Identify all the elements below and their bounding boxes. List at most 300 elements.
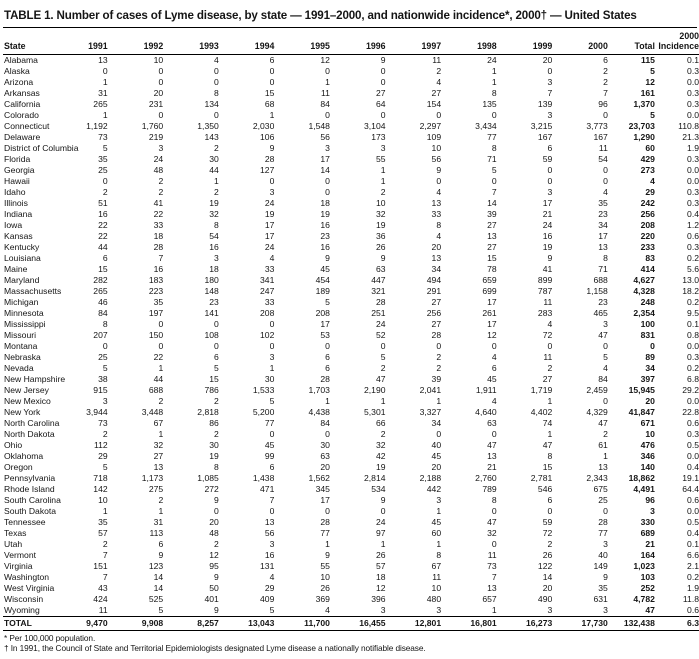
cell-1998: 32 xyxy=(487,528,497,538)
column-header-total: Total xyxy=(609,28,656,55)
table-row-north-carolina xyxy=(3,418,699,429)
cell-2000: 3 xyxy=(603,605,608,615)
table-row-virginia xyxy=(3,561,699,572)
cell-1993: 2 xyxy=(214,396,219,406)
cell-total: 242 xyxy=(640,198,655,208)
cell-1993: 2,818 xyxy=(197,407,219,417)
cell-1998: 0 xyxy=(491,506,497,516)
cell-1995: 6 xyxy=(325,352,330,362)
cell-1998: 13 xyxy=(487,451,497,461)
column-header-1998: 1998 xyxy=(442,28,498,55)
cell-1997: 20 xyxy=(431,242,442,252)
cell-2000: 167 xyxy=(593,132,608,142)
cell-1993: 141 xyxy=(204,308,219,318)
cell-1994: 24 xyxy=(264,242,275,252)
cell-1992: 22 xyxy=(153,352,164,362)
table-row-alabama xyxy=(3,55,699,67)
cell-2000-incidence: 0.8 xyxy=(687,330,699,340)
table-row-wyoming xyxy=(3,605,699,617)
table-row-georgia xyxy=(3,165,699,176)
cell-2000: 3 xyxy=(603,539,608,549)
table-row-washington xyxy=(3,572,699,583)
cell-1993: 48 xyxy=(209,528,219,538)
cell-1991: 73 xyxy=(98,418,108,428)
cell-1993: 44 xyxy=(209,165,219,175)
cell-1994: 1 xyxy=(269,110,275,120)
cell-1997: 9 xyxy=(436,165,442,175)
cell-1996: 18 xyxy=(375,572,386,582)
table-row-rhode-island xyxy=(3,484,699,495)
cell-1996: 3 xyxy=(380,143,386,153)
cell-1991: 10 xyxy=(98,495,108,505)
cell-1995: 17 xyxy=(320,154,330,164)
cell-1993: 6 xyxy=(214,352,219,362)
cell-1994: 68 xyxy=(264,99,275,109)
state-label: Louisiana xyxy=(4,253,41,263)
cell-1997: 45 xyxy=(431,451,442,461)
cell-1994: 3 xyxy=(269,539,275,549)
cell-total: 248 xyxy=(640,297,655,307)
cell-1999: 16,273 xyxy=(498,617,554,631)
cell-1998: 63 xyxy=(487,418,497,428)
cell-1997: 1 xyxy=(436,539,442,549)
cell-total: 5 xyxy=(650,110,655,120)
cell-total: 1,023 xyxy=(633,561,655,571)
cell-2000: 54 xyxy=(598,154,608,164)
cell-1991: 16 xyxy=(98,209,108,219)
cell-1992: 1 xyxy=(158,363,164,373)
cell-1997: 2 xyxy=(436,66,442,76)
cell-1996: 64 xyxy=(375,99,386,109)
cell-total: 1,290 xyxy=(633,132,655,142)
cell-1998: 17 xyxy=(487,319,497,329)
cell-1999: 72 xyxy=(542,330,553,340)
cell-1993: 30 xyxy=(209,440,219,450)
cell-1993: 32 xyxy=(209,209,219,219)
cell-1992: 9 xyxy=(158,550,164,560)
cell-1997: 10 xyxy=(431,583,442,593)
cell-2000-incidence: 0.0 xyxy=(687,176,699,186)
cell-1997: 10 xyxy=(431,143,442,153)
cell-1998: 0 xyxy=(491,429,497,439)
cell-1999: 7 xyxy=(547,88,553,98)
cell-1992: 231 xyxy=(148,99,164,109)
cell-1997: 67 xyxy=(431,561,442,571)
cell-2000: 0 xyxy=(603,506,608,516)
state-label: Wyoming xyxy=(4,605,40,615)
cell-2000-incidence: 0.3 xyxy=(687,352,699,362)
cell-1992: 67 xyxy=(153,418,164,428)
cell-1996: 1 xyxy=(380,539,386,549)
cell-1992: 150 xyxy=(148,330,164,340)
cell-total: 60 xyxy=(645,143,655,153)
cell-1994: 6 xyxy=(269,55,275,65)
cell-2000-incidence: 19.1 xyxy=(682,473,699,483)
cell-1999: 0 xyxy=(547,506,553,516)
cell-2000: 96 xyxy=(598,99,608,109)
cell-total: 34 xyxy=(645,363,655,373)
cell-1997: 45 xyxy=(431,517,442,527)
cell-1993: 0 xyxy=(214,66,219,76)
cell-1992: 113 xyxy=(149,528,164,538)
cell-1999: 26 xyxy=(542,550,553,560)
cell-1994: 106 xyxy=(260,132,275,142)
cell-2000-incidence: 0.6 xyxy=(687,418,699,428)
cell-1999: 72 xyxy=(542,528,553,538)
cell-total: 1,370 xyxy=(633,99,655,109)
cell-total: 4,782 xyxy=(633,594,655,604)
cell-1996: 24 xyxy=(375,319,386,329)
table-row-new-hampshire xyxy=(3,374,699,385)
cell-1994: 341 xyxy=(260,275,275,285)
cell-1999: 0 xyxy=(547,66,553,76)
cell-1995: 189 xyxy=(315,286,330,296)
state-label: Pennsylvania xyxy=(4,473,56,483)
cell-1994: 5 xyxy=(269,605,275,615)
cell-1999: 14 xyxy=(542,572,553,582)
cell-1993: 4 xyxy=(214,55,219,65)
cell-2000-incidence: 0.4 xyxy=(687,528,699,538)
cell-1993: 8,257 xyxy=(164,617,220,631)
cell-1992: 0 xyxy=(158,77,164,87)
state-label: North Carolina xyxy=(4,418,60,428)
cell-2000: 7 xyxy=(603,88,608,98)
cell-1999: 546 xyxy=(537,484,553,494)
cell-1992: 219 xyxy=(148,132,164,142)
cell-total: 103 xyxy=(640,572,655,582)
cell-1993: 0 xyxy=(214,341,219,351)
cell-1997: 2,041 xyxy=(419,385,442,395)
cell-1991: 1 xyxy=(102,110,108,120)
cell-1999: 3 xyxy=(547,110,553,120)
cell-1998: 15 xyxy=(487,253,497,263)
column-header-1996: 1996 xyxy=(331,28,387,55)
cell-1994: 0 xyxy=(269,506,275,516)
table-row-california xyxy=(3,99,699,110)
cell-2000: 4,329 xyxy=(586,407,608,417)
state-label: Connecticut xyxy=(4,121,50,131)
cell-2000-incidence: 0.0 xyxy=(687,451,699,461)
cell-2000: 2 xyxy=(603,77,608,87)
footnote-notifiable-disease: † In 1991, the Council of State and Territorial Epidemiologists designated Lyme disease a nationally notifiable disease. xyxy=(4,642,426,653)
cell-1997: 40 xyxy=(431,440,442,450)
cell-1995: 1,703 xyxy=(308,385,330,395)
cell-total: 15,945 xyxy=(628,385,655,395)
cell-1993: 1 xyxy=(214,176,219,186)
cell-total: 252 xyxy=(640,583,655,593)
cell-1996: 0 xyxy=(380,66,386,76)
cell-1995: 23 xyxy=(320,231,330,241)
cell-1997: 2 xyxy=(436,363,442,373)
cell-1991: 1 xyxy=(102,77,108,87)
cell-1999: 0 xyxy=(547,165,553,175)
cell-1998: 659 xyxy=(482,275,497,285)
cell-1995: 9 xyxy=(325,550,330,560)
cell-1992: 48 xyxy=(153,165,164,175)
state-label: New Jersey xyxy=(4,385,49,395)
cell-1999: 17 xyxy=(542,198,553,208)
cell-1997: 56 xyxy=(431,154,442,164)
cell-1998: 1 xyxy=(491,605,497,615)
cell-1999: 8 xyxy=(547,451,553,461)
cell-1992: 24 xyxy=(153,154,164,164)
table-row-wisconsin xyxy=(3,594,699,605)
state-label: Illinois xyxy=(4,198,28,208)
cell-2000: 25 xyxy=(598,495,608,505)
cell-total: 100 xyxy=(640,319,655,329)
cell-1997: 3,327 xyxy=(419,407,442,417)
cell-1997: 27 xyxy=(431,319,442,329)
cell-total: 2,354 xyxy=(633,308,655,318)
cell-1996: 26 xyxy=(375,550,386,560)
table-row-new-york xyxy=(3,407,699,418)
table-row-pennsylvania xyxy=(3,473,699,484)
cell-1996: 66 xyxy=(375,418,386,428)
cell-1996: 1 xyxy=(380,396,386,406)
table-row-florida xyxy=(3,154,699,165)
state-label: Montana xyxy=(4,341,38,351)
cell-1993: 12 xyxy=(209,550,219,560)
cell-1991: 0 xyxy=(102,66,108,76)
cell-1992: 123 xyxy=(148,561,164,571)
cell-2000: 6 xyxy=(603,55,608,65)
cell-1991: 5 xyxy=(102,363,108,373)
cell-1996: 5 xyxy=(380,352,386,362)
state-label: TOTAL xyxy=(3,617,53,631)
cell-total: 4,328 xyxy=(633,286,655,296)
cell-1992: 2 xyxy=(158,176,164,186)
cell-1998: 3,434 xyxy=(475,121,497,131)
cell-total: 397 xyxy=(640,374,655,384)
state-label: Delaware xyxy=(4,132,41,142)
cell-1999: 6 xyxy=(547,495,553,505)
cell-2000-incidence: 5.6 xyxy=(687,264,699,274)
cell-1994: 1 xyxy=(269,363,275,373)
table-row-arizona xyxy=(3,77,699,88)
cell-1997: 0 xyxy=(436,341,442,351)
cell-1997: 12,801 xyxy=(387,617,443,631)
column-header-2000: 2000 xyxy=(553,28,609,55)
cell-1998: 73 xyxy=(487,561,497,571)
cell-1996: 16,455 xyxy=(331,617,387,631)
cell-1996: 9 xyxy=(380,495,386,505)
cell-1992: 1,173 xyxy=(141,473,164,483)
cell-1992: 2 xyxy=(158,396,164,406)
cell-1993: 9 xyxy=(214,495,219,505)
cell-1993: 0 xyxy=(214,506,219,516)
cell-1999: 3 xyxy=(547,187,553,197)
cell-1999: 4,402 xyxy=(530,407,553,417)
cell-1991: 3,944 xyxy=(86,407,108,417)
cell-total: 164 xyxy=(640,550,655,560)
cell-1993: 86 xyxy=(209,418,219,428)
cell-1991: 73 xyxy=(98,132,108,142)
cell-2000-incidence: 29.2 xyxy=(682,385,699,395)
cell-2000-incidence: 0.0 xyxy=(687,396,699,406)
cell-1994: 77 xyxy=(264,418,275,428)
cell-2000-incidence: 1.2 xyxy=(687,220,699,230)
cell-1991: 424 xyxy=(93,594,108,604)
cell-1997: 8 xyxy=(436,550,442,560)
cell-1999: 59 xyxy=(542,154,553,164)
cell-1999: 11 xyxy=(543,352,553,362)
state-label: Iowa xyxy=(4,220,23,230)
state-label: New York xyxy=(4,407,41,417)
cell-1994: 16 xyxy=(264,550,275,560)
cell-total: 208 xyxy=(640,220,655,230)
cell-1998: 5 xyxy=(491,165,497,175)
cell-1996: 47 xyxy=(375,374,386,384)
cell-1993: 401 xyxy=(204,594,219,604)
cell-1998: 8 xyxy=(491,143,497,153)
cell-2000-incidence: 64.4 xyxy=(682,484,699,494)
cell-1994: 247 xyxy=(260,286,275,296)
cell-total: 330 xyxy=(640,517,655,527)
cell-1995: 26 xyxy=(320,583,330,593)
cell-1994: 30 xyxy=(264,374,275,384)
cell-1991: 282 xyxy=(93,275,108,285)
cell-1999: 122 xyxy=(537,561,553,571)
cell-total: 115 xyxy=(641,55,655,65)
cell-1999: 6 xyxy=(547,143,553,153)
cell-1999: 490 xyxy=(537,594,553,604)
cell-1993: 30 xyxy=(209,154,219,164)
cell-2000: 4 xyxy=(603,363,608,373)
cell-1992: 223 xyxy=(148,286,164,296)
cell-total: 20 xyxy=(645,396,655,406)
cell-1992: 525 xyxy=(148,594,164,604)
cell-1996: 2 xyxy=(380,187,386,197)
header-row xyxy=(3,28,699,55)
cell-2000: 34 xyxy=(598,220,608,230)
cell-1992: 0 xyxy=(158,319,164,329)
cell-2000-incidence: 0.3 xyxy=(687,187,699,197)
cell-total: 414 xyxy=(640,264,655,274)
cell-1995: 3 xyxy=(325,143,330,153)
cell-1995: 1,548 xyxy=(308,121,330,131)
cell-2000-incidence: 0.6 xyxy=(687,605,699,615)
cell-1997: 13 xyxy=(431,253,442,263)
cell-1996: 32 xyxy=(375,440,386,450)
cell-1993: 18 xyxy=(209,264,219,274)
cell-2000: 0 xyxy=(603,165,608,175)
table-row-mississippi xyxy=(3,319,699,330)
table-row-new-mexico xyxy=(3,396,699,407)
cell-1998: 8 xyxy=(491,495,497,505)
cell-1998: 0 xyxy=(491,539,497,549)
cell-1995: 4 xyxy=(325,605,330,615)
cell-1999: 4 xyxy=(547,319,553,329)
cell-1995: 9 xyxy=(325,253,330,263)
cell-1991: 15 xyxy=(98,264,108,274)
cell-1991: 2 xyxy=(102,429,108,439)
cell-2000: 8 xyxy=(603,253,608,263)
cell-1997: 109 xyxy=(426,132,442,142)
cell-1992: 275 xyxy=(148,484,164,494)
cell-1998: 699 xyxy=(482,286,497,296)
state-label: Hawaii xyxy=(4,176,30,186)
cell-1998: 789 xyxy=(482,484,497,494)
cell-total: 476 xyxy=(640,440,655,450)
cell-1994: 208 xyxy=(260,308,275,318)
cell-1995: 0 xyxy=(325,110,330,120)
cell-1995: 0 xyxy=(325,66,330,76)
cell-1998: 47 xyxy=(487,440,497,450)
cell-1993: 143 xyxy=(204,132,219,142)
cell-1998: 0 xyxy=(491,110,497,120)
cell-1994: 15 xyxy=(264,88,275,98)
cell-1995: 17 xyxy=(320,495,330,505)
cell-1994: 56 xyxy=(264,528,275,538)
cell-total: 18,862 xyxy=(628,473,655,483)
cell-2000-incidence: 0.1 xyxy=(687,319,699,329)
cell-1993: 16 xyxy=(209,242,219,252)
cell-1994: 0 xyxy=(269,176,275,186)
cell-2000-incidence: 0.3 xyxy=(687,99,699,109)
state-label: Idaho xyxy=(4,187,26,197)
cell-2000: 3 xyxy=(603,319,608,329)
cell-1996: 321 xyxy=(371,286,386,296)
cell-1994: 4 xyxy=(269,572,275,582)
state-label: Mississippi xyxy=(4,319,46,329)
cell-1996: 55 xyxy=(375,154,386,164)
cell-1993: 180 xyxy=(204,275,219,285)
cell-2000-incidence: 2.1 xyxy=(687,561,699,571)
cell-1993: 134 xyxy=(204,99,219,109)
cell-1998: 7 xyxy=(491,572,497,582)
cell-1997: 442 xyxy=(426,484,442,494)
cell-1997: 291 xyxy=(426,286,442,296)
cell-2000: 1 xyxy=(603,451,608,461)
cell-2000: 9 xyxy=(603,572,608,582)
cell-1991: 3 xyxy=(102,396,108,406)
table-row-maryland xyxy=(3,275,699,286)
cell-1998: 657 xyxy=(482,594,497,604)
cell-1993: 108 xyxy=(204,330,219,340)
cell-1994: 29 xyxy=(264,583,275,593)
cell-1991: 38 xyxy=(98,374,108,384)
cell-1994: 19 xyxy=(264,209,275,219)
cell-1999: 20 xyxy=(542,583,553,593)
lyme-disease-table xyxy=(3,28,699,631)
table-row-colorado xyxy=(3,110,699,121)
cell-1993: 9 xyxy=(214,572,219,582)
cell-1997: 2,297 xyxy=(419,121,442,131)
cell-1992: 0 xyxy=(158,66,164,76)
cell-1999: 283 xyxy=(537,308,553,318)
cell-1996: 10 xyxy=(375,198,386,208)
table-row-nevada xyxy=(3,363,699,374)
cell-1992: 2 xyxy=(158,187,164,197)
table-row-massachusetts xyxy=(3,286,699,297)
cell-1998: 14 xyxy=(487,198,497,208)
cell-total: 4 xyxy=(650,176,655,186)
cell-1997: 0 xyxy=(436,176,442,186)
cell-1995: 14 xyxy=(320,165,330,175)
cell-1999: 899 xyxy=(537,275,553,285)
cell-1995: 0 xyxy=(325,187,330,197)
column-header-1991: 1991 xyxy=(53,28,109,55)
cell-2000: 0 xyxy=(603,396,608,406)
state-label: Colorado xyxy=(4,110,39,120)
cell-1992: 13 xyxy=(153,462,164,472)
table-row-vermont xyxy=(3,550,699,561)
cell-2000-incidence: 13.0 xyxy=(682,275,699,285)
column-header-1994: 1994 xyxy=(220,28,276,55)
cell-2000-incidence: 9.5 xyxy=(687,308,699,318)
cell-1995: 56 xyxy=(320,132,330,142)
cell-1996: 0 xyxy=(380,341,386,351)
